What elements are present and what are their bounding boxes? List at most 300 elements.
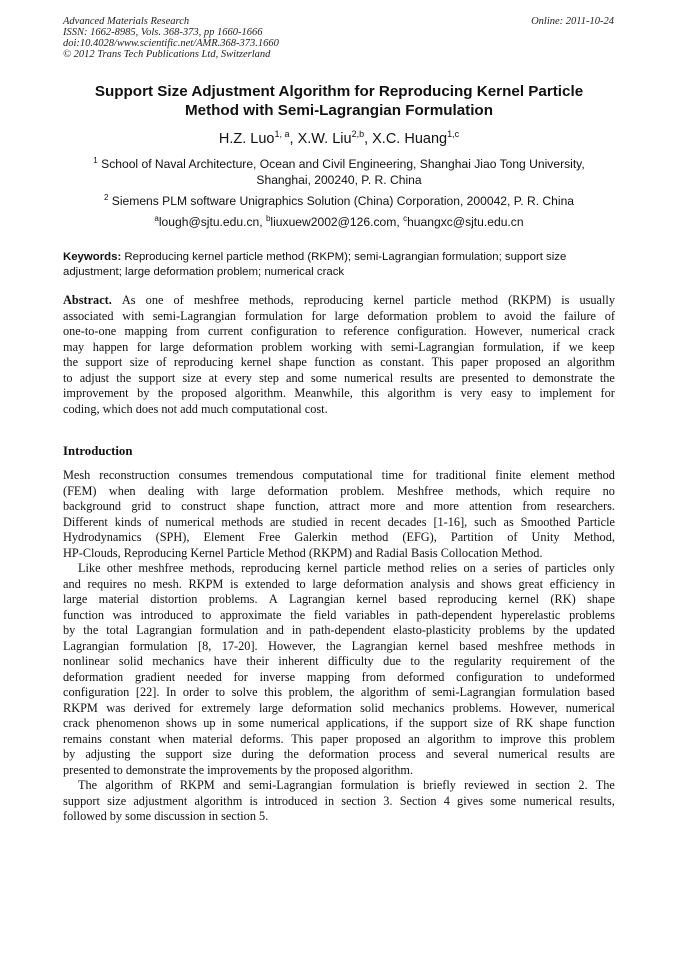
word: to	[410, 654, 420, 668]
intro-line	[63, 561, 615, 577]
word: problems	[478, 623, 525, 637]
word: to	[482, 731, 493, 746]
word: require	[555, 483, 591, 498]
word: have	[213, 654, 237, 668]
word: the	[63, 355, 79, 369]
word: gradient	[134, 669, 176, 684]
word: adjusting	[85, 747, 131, 761]
word: undeformed	[555, 669, 615, 684]
word: the	[83, 623, 99, 637]
abstract-label: Abstract.	[63, 293, 112, 307]
word: (RK)	[550, 592, 576, 606]
word: implement	[539, 386, 592, 400]
abstract-block	[63, 293, 615, 417]
word: mechanics	[392, 700, 445, 715]
word: to	[515, 370, 526, 385]
word: distortion	[150, 592, 198, 606]
word: is	[561, 293, 570, 307]
word: Section	[399, 793, 437, 808]
intro-line	[63, 778, 615, 794]
word: field	[313, 607, 337, 622]
word: shape	[539, 716, 568, 730]
word: improve	[500, 731, 542, 746]
word: 4	[443, 793, 450, 808]
word: a	[482, 561, 488, 575]
word: an	[548, 355, 560, 369]
word: kernel	[240, 355, 272, 369]
word: 2.	[578, 778, 588, 792]
word: of	[580, 654, 591, 668]
keywords-block	[63, 250, 615, 280]
word: process	[378, 747, 416, 761]
word: numerical	[165, 514, 215, 529]
word: from	[522, 499, 547, 513]
copyright-line: © 2012 Trans Tech Publications Ltd, Switzerland	[63, 49, 271, 60]
word: of	[507, 530, 518, 544]
word: the	[552, 623, 569, 637]
word: analysis	[410, 576, 450, 591]
word: algorithm.	[235, 386, 286, 400]
word: researchers.	[556, 499, 615, 513]
intro-line	[63, 639, 615, 655]
author-3-name: X.C. Huang	[372, 131, 448, 147]
word: problems.	[452, 700, 502, 715]
section-heading-introduction: Introduction	[63, 444, 133, 458]
word: Method,	[573, 530, 615, 544]
word: Galerkin	[294, 530, 338, 544]
word: (FEM)	[63, 483, 97, 498]
abstract-line	[63, 309, 615, 325]
word: time	[381, 468, 404, 482]
word: by	[63, 747, 76, 761]
word: configuration	[456, 669, 523, 684]
word: size	[129, 355, 149, 369]
word: deformed	[397, 669, 445, 684]
word: dealing	[148, 483, 185, 498]
word: great	[518, 576, 544, 591]
issn-line: ISSN: 1662-8985, Vols. 368-373, pp 1660-1666	[63, 27, 263, 38]
word: in	[517, 778, 528, 792]
word: material	[98, 592, 139, 606]
abstract-line	[63, 340, 615, 356]
word: crack	[63, 716, 90, 730]
word: numerical	[523, 793, 573, 808]
word: and	[425, 747, 444, 761]
word: based	[398, 592, 427, 606]
word: methods	[221, 514, 264, 529]
word: semi-Lagrangian	[152, 308, 237, 323]
word: (RKPM)	[508, 293, 552, 307]
word: is	[443, 386, 453, 400]
word: more	[370, 499, 396, 513]
word: we	[568, 339, 584, 354]
word: several	[453, 747, 489, 761]
word: as	[503, 514, 514, 529]
word: size	[107, 793, 127, 808]
word: As	[121, 293, 136, 307]
word: some	[310, 370, 337, 385]
word: Lagrangian	[289, 592, 346, 606]
word: if	[394, 716, 403, 730]
word: hyperelastic	[500, 607, 561, 622]
author-2-sup: 2,b	[351, 129, 365, 139]
word: numerical	[344, 370, 394, 385]
word: problem.	[340, 483, 385, 498]
author-3-sup: 1,c	[447, 129, 460, 139]
word: deformation	[343, 576, 404, 591]
word: Hydrodynamics	[63, 530, 142, 544]
word: function	[314, 355, 356, 369]
word: reconstruction	[99, 468, 170, 482]
word: path-dependent	[309, 623, 386, 637]
word: to	[161, 499, 171, 513]
word: numerical	[270, 716, 320, 730]
intro-line	[63, 716, 615, 732]
word: algorithm	[194, 793, 243, 808]
word: of	[415, 685, 426, 699]
keywords-label: Keywords:	[63, 251, 122, 263]
word: needed	[186, 669, 222, 684]
word: proposed	[181, 386, 227, 400]
word: on	[463, 561, 476, 575]
word: deformation	[291, 700, 352, 715]
word: meshfree	[193, 293, 239, 307]
affiliation-2	[60, 193, 618, 209]
word: difficulty	[328, 654, 374, 668]
word: solve	[231, 685, 258, 699]
word: [22].	[135, 685, 160, 699]
keywords-line-1: Reproducing kernel particle method (RKPM); semi-Lagrangian formulation; support size	[124, 251, 567, 263]
word: configuration.	[397, 324, 467, 338]
word: no	[602, 483, 615, 498]
intro-line	[63, 577, 615, 593]
word: 3.	[383, 793, 393, 808]
word: large	[312, 576, 337, 591]
word: algorithm	[360, 685, 409, 699]
word: with	[196, 483, 219, 498]
email-a-sup: a	[154, 214, 159, 223]
word: mapping	[124, 324, 168, 338]
word: Like	[78, 561, 101, 575]
abstract-line	[63, 324, 615, 340]
intro-line	[63, 468, 615, 484]
word: attention	[469, 499, 513, 513]
word: solid	[118, 654, 143, 668]
title-line-1: Support Size Adjustment Algorithm for Reproducing Kernel Particle	[94, 83, 584, 100]
word: for	[600, 386, 615, 400]
abstract-line	[63, 293, 615, 309]
intro-line	[63, 654, 615, 670]
word: is	[249, 793, 258, 808]
word: support	[430, 716, 468, 730]
doi-line: doi:10.4028/www.scientific.net/AMR.368-373.1660	[63, 38, 279, 49]
abstract-line	[63, 386, 615, 402]
intro-line	[63, 670, 615, 686]
author-sep: ,	[364, 131, 369, 147]
affiliation-1-sup: 1	[93, 156, 98, 165]
word: construct	[181, 499, 227, 513]
author-emails	[60, 214, 618, 230]
word: problems.	[208, 592, 258, 606]
word: RK	[515, 716, 534, 730]
intro-line	[63, 592, 615, 608]
author-1-sup: 1, a	[274, 129, 290, 139]
word: background	[63, 499, 122, 513]
word: configuration	[63, 685, 130, 699]
word: formulation	[200, 623, 259, 637]
word: from	[361, 669, 386, 684]
word: variables	[345, 607, 390, 622]
word: size	[473, 716, 493, 730]
word: reproducing	[173, 355, 234, 369]
email-c-sup: c	[403, 214, 408, 223]
word: Meshfree	[396, 483, 444, 498]
word: algorithm	[387, 386, 436, 400]
word: decades	[387, 514, 427, 529]
word: gives	[457, 793, 484, 808]
word: algorithm	[105, 778, 154, 792]
word: methods,	[455, 483, 501, 498]
word: constant	[109, 731, 151, 746]
word: phenomenon	[96, 716, 160, 730]
word: avoid	[504, 308, 532, 323]
word: was	[112, 607, 132, 622]
word: support	[138, 370, 176, 385]
word: was	[106, 700, 126, 715]
word: inverse	[259, 669, 296, 684]
word: reproducing	[241, 561, 301, 575]
word: to	[63, 370, 73, 385]
word: one-to-one	[63, 324, 117, 338]
word: attract	[329, 499, 360, 513]
word: algorithm	[567, 355, 615, 369]
word: material	[192, 731, 233, 746]
word: improvement	[63, 386, 129, 400]
word: series	[493, 561, 522, 575]
word: based	[459, 638, 488, 653]
word: Meanwhile,	[294, 386, 353, 400]
word: with	[360, 339, 383, 354]
word: However,	[474, 324, 523, 338]
word: and	[405, 499, 424, 513]
word: with	[122, 308, 145, 323]
author-list	[60, 130, 618, 148]
word: Mesh	[63, 468, 91, 482]
word: shape	[278, 355, 307, 369]
affiliation-1	[60, 156, 618, 188]
word: some	[237, 716, 264, 730]
intro-line	[63, 701, 615, 717]
word: recent	[350, 514, 381, 529]
word: shows	[481, 576, 512, 591]
word: to	[521, 386, 531, 400]
word: when	[158, 731, 185, 746]
word: by	[532, 623, 546, 637]
word: formulation,	[482, 339, 545, 354]
word: problem,	[288, 685, 333, 699]
word: mesh.	[152, 576, 182, 591]
intro-line: HP-Clouds, Reproducing Kernel Particle Method (RKPM) and Radial Basis Collocation Method.	[63, 545, 543, 560]
word: However,	[509, 700, 558, 715]
word: reference	[343, 324, 390, 338]
word: other	[106, 561, 133, 575]
word: elasto-plasticity	[393, 623, 472, 637]
word: inherent	[278, 654, 319, 668]
word: of	[499, 716, 510, 730]
affiliation-1-line-1: School of Naval Architecture, Ocean and Civil Engineering, Shanghai Jiao Tong University,	[101, 157, 585, 171]
word: of	[604, 308, 615, 323]
online-date-text: Online: 2011-10-24	[531, 16, 614, 27]
word: by	[137, 386, 150, 400]
word: and	[222, 778, 241, 792]
word: large	[259, 700, 284, 715]
word: in	[605, 638, 615, 653]
word: up	[203, 716, 216, 730]
word: this	[361, 386, 380, 400]
word: element	[530, 468, 570, 482]
affiliation-2-sup: 2	[103, 193, 109, 202]
word: to	[296, 576, 306, 591]
title-line-2: Method with Semi-Lagrangian Formulation	[185, 102, 493, 119]
word: Unity	[531, 530, 560, 544]
word: to	[534, 669, 544, 684]
abstract-line: coding, which does not add much computational cost.	[63, 401, 328, 416]
word: and	[456, 576, 475, 591]
word: and	[266, 623, 284, 637]
email-a[interactable]: lough@sjtu.edu.cn,	[158, 215, 263, 229]
word: studied	[291, 514, 328, 529]
word: such	[474, 514, 497, 529]
word: for	[136, 339, 152, 354]
intro-line	[63, 794, 615, 810]
word: order	[182, 685, 209, 699]
word: section	[535, 778, 571, 792]
word: deformation	[367, 308, 428, 323]
intro-line	[63, 608, 615, 624]
word: presented	[461, 370, 509, 385]
word: the	[599, 370, 615, 385]
word: kernel	[356, 592, 388, 606]
word: introduced	[140, 607, 194, 622]
word: numerical	[498, 747, 548, 761]
word: usually	[579, 293, 615, 307]
intro-line	[63, 685, 615, 701]
word: happen	[92, 339, 129, 354]
word: kinds	[114, 514, 142, 529]
word: numerical	[565, 700, 615, 715]
word: Partition	[450, 530, 494, 544]
word: failure	[563, 308, 597, 323]
intro-line	[63, 484, 615, 500]
word: mapping	[306, 669, 350, 684]
word: finite	[495, 468, 522, 482]
intro-line	[63, 747, 615, 763]
word: formulation	[129, 638, 188, 653]
word: this	[548, 731, 567, 746]
word: particles	[544, 561, 587, 575]
word: size	[212, 747, 232, 761]
word: shape	[586, 592, 615, 606]
word: semi-Lagrangian	[248, 778, 333, 792]
word: paper	[460, 355, 489, 369]
word: RKPM	[63, 700, 98, 715]
word: crack	[588, 324, 615, 338]
word: methods,	[189, 561, 235, 575]
word: to	[215, 685, 226, 699]
word: requirement	[511, 654, 571, 668]
word: working	[310, 339, 352, 354]
word: function	[63, 607, 104, 622]
word: grid	[131, 499, 152, 513]
word: when	[108, 483, 136, 498]
word: problem	[261, 339, 303, 354]
word: is	[230, 576, 239, 591]
word: function,	[274, 499, 319, 513]
word: only	[592, 561, 615, 575]
word: updated	[575, 623, 615, 637]
word: kernel	[508, 592, 540, 606]
word: kernel	[306, 561, 338, 575]
intro-line	[63, 499, 615, 515]
word: demonstrate	[532, 370, 593, 385]
word: remains	[63, 731, 102, 746]
word: However,	[268, 638, 316, 653]
word: method	[578, 468, 615, 482]
email-b[interactable]: liuxuew2002@126.com,	[270, 215, 400, 229]
word: relies	[430, 561, 458, 575]
word: path-dependent	[416, 607, 493, 622]
word: nonlinear	[63, 654, 110, 668]
word: Element	[203, 530, 245, 544]
word: semi-Lagrangian	[432, 685, 516, 699]
word: semi-Lagrangian	[390, 339, 475, 354]
word: this	[264, 685, 282, 699]
word: deformation	[308, 747, 369, 761]
word: solid	[360, 700, 385, 715]
intro-line	[63, 623, 615, 639]
word: (EFG),	[402, 530, 437, 544]
word: extremely	[201, 700, 251, 715]
word: methods,	[249, 293, 294, 307]
intro-line	[63, 515, 615, 531]
word: is	[406, 778, 415, 792]
word: deformation	[63, 669, 124, 684]
word: for	[412, 468, 427, 482]
word: configuration	[251, 324, 318, 338]
word: the	[157, 386, 173, 400]
word: The	[595, 778, 615, 792]
word: the	[408, 716, 424, 730]
word: meshfree	[138, 561, 184, 575]
word: results,	[579, 793, 615, 808]
word: Different	[63, 514, 108, 529]
word: computational	[302, 468, 373, 482]
word: reviewed	[464, 778, 510, 792]
email-c[interactable]: huangxc@sjtu.edu.cn	[407, 215, 524, 229]
word: adjustment	[133, 793, 188, 808]
word: kernel	[418, 638, 449, 653]
intro-line: presented to demonstrate the improvements by the proposed algorithm.	[63, 762, 414, 777]
word: formulation	[522, 685, 581, 699]
word: particle	[343, 561, 381, 575]
word: numerical	[530, 324, 581, 338]
word: formulation	[244, 308, 303, 323]
word: meshfree	[497, 638, 543, 653]
word: shape	[236, 499, 265, 513]
word: may	[63, 339, 85, 354]
word: their	[246, 654, 269, 668]
word: method	[461, 293, 498, 307]
